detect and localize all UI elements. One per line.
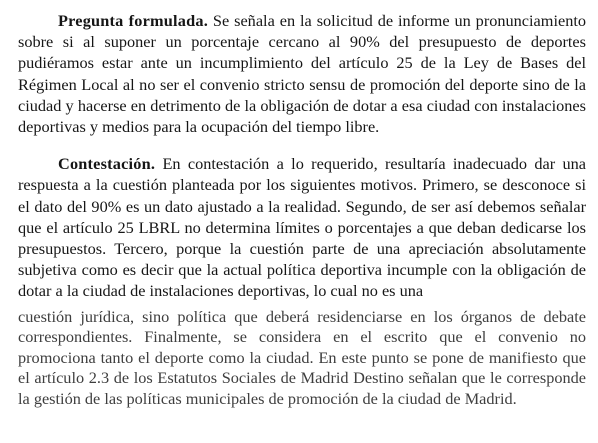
question-text: Se señala en la solicitud de informe un pronunciamiento sobre si al suponer un porcentaje cercano al 90% del presupuesto de deportes pudiéramos estar ante un incumplimiento del artículo 25 de la Ley de Bases del Régimen Local al no ser el convenio stricto sensu de promoción del deporte sino de la ciudad y hacerse en detrimento de la obligación de dotar a esa ciudad con instalaciones deportivas y medios para la ocupación del tiempo libre. <box>18 11 586 137</box>
answer-continued-text: cuestión jurídica, sino política que deberá residenciarse en los órganos de debate correspondientes. Finalmente, se considera en el escrito que el convenio no promociona tanto el deporte como la ciudad. En este punto se pone de manifiesto que el artículo 2.3 de los Estatutos Sociales de Madrid Destino señalan que le corresponde la gestión de las políticas municipales de promoción de la ciudad de Madrid. <box>18 306 586 409</box>
paragraph-answer-continued <box>18 302 586 410</box>
paragraph-question <box>18 10 586 137</box>
answer-text: En contestación a lo requerido, resultaría inadecuado dar una respuesta a la cuestión planteada por los siguientes motivos. Primero, se desconoce si el dato del 90% es un dato ajustado a la realidad. Segundo, de ser así debemos señalar que el artículo 25 LBRL no determina límites o porcentajes a que deban dedicarse los presupuestos. Tercero, porque la cuestión parte de una apreciación absolutamente subjetiva como es decir que la actual política deportiva incumple con la obligación de dotar a la ciudad de instalaciones deportivas, lo cual no es una <box>18 154 586 301</box>
answer-heading: Contestación. <box>58 154 156 174</box>
question-heading: Pregunta formulada. <box>58 11 208 30</box>
paragraph-answer <box>18 153 586 301</box>
